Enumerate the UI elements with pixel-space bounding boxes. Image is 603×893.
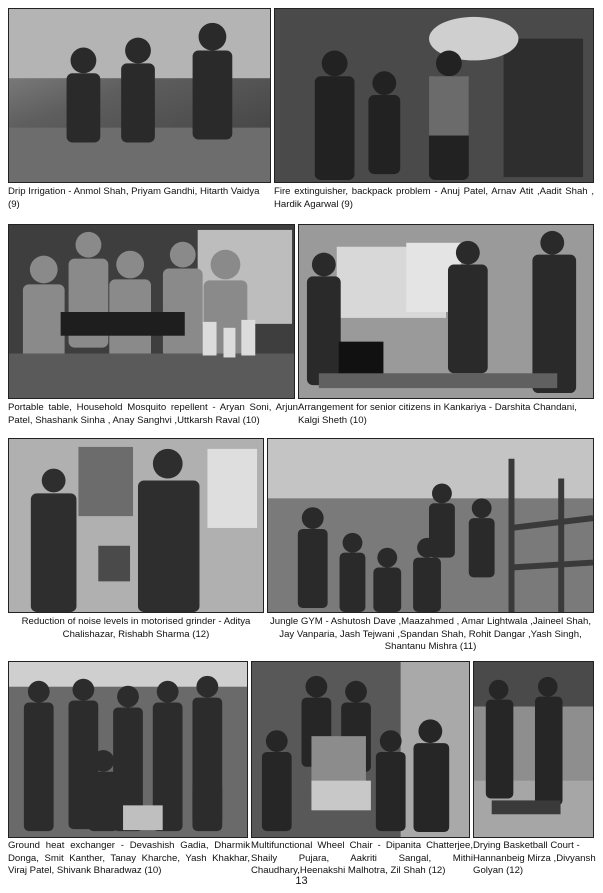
page-number: 13	[295, 875, 308, 887]
caption-fire-extinguisher: Fire extinguisher, backpack problem - Anuj Patel, Arnav Atit ,Aadit Shah , Hardik Agarwal (9)	[274, 186, 594, 210]
caption-noise-levels: Reduction of noise levels in motorised grinder - Aditya Chalishazar, Rishabh Sharma (12)	[21, 616, 251, 640]
caption-drip-irrigation: Drip Irrigation - Anmol Shah, Priyam Gandhi, Hitarth Vaidya (9)	[8, 186, 260, 210]
photo-wheel-chair	[251, 661, 470, 838]
photo-drip-irrigation	[8, 8, 271, 183]
photo-jungle-gym	[267, 438, 594, 613]
photo-noise-levels	[8, 438, 264, 613]
photo-ground-heat-exchanger	[8, 661, 248, 838]
caption-senior-citizens: Arrangement for senior citizens in Kankariya - Darshita Chandani, Kalgi Sheth (10)	[298, 402, 577, 426]
photo-portable-table	[8, 224, 295, 399]
photo-senior-citizens	[298, 224, 594, 399]
caption-basketball-court: Drying Basketball Court - Hannanbeig Mirza ,Divyansh Golyan (12)	[473, 840, 596, 876]
photo-fire-extinguisher	[274, 8, 594, 183]
caption-portable-table: Portable table, Household Mosquito repellent - Aryan Soni, Arjun Patel, Shashank Sinha , Anay Sanghvi ,Uttkarsh Raval (10)	[8, 402, 298, 426]
caption-jungle-gym: Jungle GYM - Ashutosh Dave ,Maazahmed , Amar Lightwala ,Jaineel Shah, Jay Vanparia, Jash Tejwani ,Spandan Shah, Rohit Dangar ,Yash Singh, Shantanu Mishra (11)	[269, 616, 592, 652]
caption-ground-heat-exchanger: Ground heat exchanger - Devashish Gadia, Dharmik Donga, Smit Kanther, Tanay Kharche, Yash Khakhar, Viraj Patel, Shivank Bharadwaz (10)	[8, 840, 250, 876]
caption-wheel-chair: Multifunctional Wheel Chair - Dipanita Chatterjee, Shaily Pujara, Aakriti Sangal, Mithi Chaudhary,Heenakshi Malhotra, Zil Shah (12)	[251, 840, 473, 876]
photo-basketball-court	[473, 661, 594, 838]
